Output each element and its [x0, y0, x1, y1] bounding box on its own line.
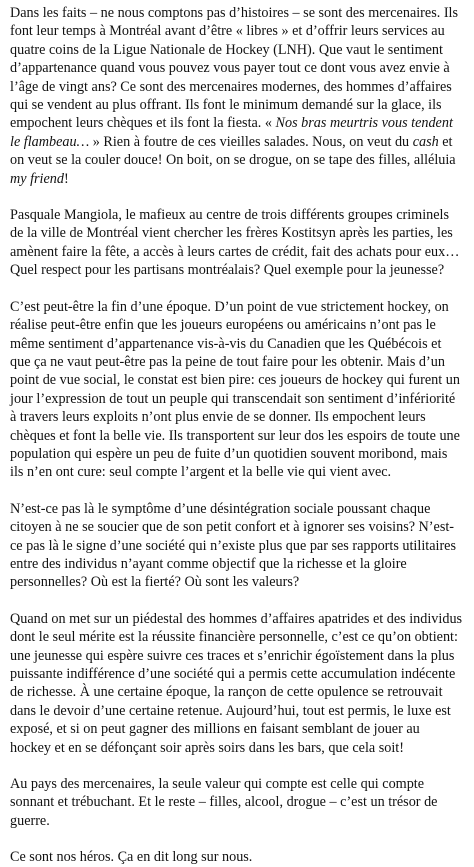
- paragraph-text: » Rien à foutre de ces vieilles salades. Nous, on veut du: [89, 133, 413, 150]
- paragraph-2: [10, 206, 464, 280]
- paragraph-text: C’est peut-être la fin d’une époque. D’un point de vue strictement hockey, on réalise peut-être enfin que les joueurs européens ou américains n’ont pas le même sentiment d’appartenance vis-à-vis du Canadien que les Québécois et que ça ne vaut peut-être pas la peine de tout faire pour les obtenir. Mais d’un point de vue social, le constat est bien pire: ces joueurs de hockey qui furent un jour l’expression de tout un peuple qui transcendait son sentiment d’infériorité à travers leurs exploits n’ont plus envie de se donner. Ils empochent leurs chèques et font la belle vie. Ils transportent sur leur dos les espoirs de toute une population qui espère un peu de fuite d’un quotidien souvent moribond, mais ils n’en ont cure: seul compte l’argent et la belle vie qui vient avec.: [10, 298, 460, 481]
- paragraph-text: Au pays des mercenaires, la seule valeur qui compte est celle qui compte sonnant et trébuchant. Et le reste – filles, alcool, drogue – c’est un trésor de guerre.: [10, 776, 438, 829]
- closing-line: Ce sont nos héros. Ça en dit long sur nous.: [10, 849, 253, 866]
- italic-quote: Nos bras meurtris vous tendent le flambeau…: [10, 115, 453, 150]
- paragraph-text: et on veut se la couler douce! On boit, on se drogue, on se tape des filles, alléluia: [10, 133, 456, 169]
- paragraph-5: [10, 610, 464, 757]
- paragraph-1: [10, 4, 464, 188]
- paragraph-text: Pasquale Mangiola, le mafieux au centre de trois différents groupes criminels de la ville de Montréal vient chercher les frères Kostitsyn après les parties, les amènent faire la fête, a accès à leurs cartes de crédit, fait des achats pour eux… Quel respect pour les partisans montréalais? Quel exemple pour la jeunesse?: [10, 207, 460, 279]
- italic-word-cash: cash: [412, 133, 439, 150]
- paragraph-3: [10, 298, 464, 482]
- paragraph-text: Dans les faits – ne nous comptons pas d’histoires – se sont des mercenaires. Ils font leur temps à Montréal avant d’être « libres » et d’offrir leurs services au quatre coins de la Ligue Nationale de Hockey (LNH). Que vaut le sentiment d’appartenance quand vous pouvez vous payer tout ce dont vous avez envie à l’âge de vingt ans? Ce sont des mercenaires modernes, des hommes d’affaires qui se vendent au plus offrant. Ils font le minimum demandé sur la glace, ils empochent leurs chèques et ils font la fiesta. «: [10, 5, 459, 132]
- paragraph-text: Quand on met sur un piédestal des hommes d’affaires apatrides et des individus dont le seul mérite est la réussite financière personnelle, c’est ce qu’on obtient: une jeunesse qui espère suivre ces traces et s’enrichir égoïstement dans la plus puissante indifférence d’une société qui a permis cette accumulation indécente de richesse. À une certaine époque, la rançon de cette opulence se retrouvait dans le devoir d’une certaine retenue. Aujourd’hui, tout est permis, le luxe est exposé, et si on peut gagner des millions en faisant semblant de jouer au hockey et en se défonçant soir après soirs dans les bars, que cela soit!: [10, 610, 463, 756]
- paragraph-7: [10, 848, 464, 866]
- paragraph-text: N’est-ce pas là le symptôme d’une désintégration sociale poussant chaque citoyen à ne se soucier que de son petit confort et à ignorer ses voisins? N’est-ce pas là le signe d’une société qui n’existe plus que par ses rapports utilitaires entre des individus n’ayant comme objectif que la richesse et la gloire personnelles? Où est la fierté? Où sont les valeurs?: [10, 500, 456, 591]
- italic-my-friend: my friend: [10, 170, 64, 187]
- paragraph-6: [10, 775, 464, 830]
- paragraph-4: [10, 500, 464, 592]
- paragraph-text: !: [63, 170, 69, 187]
